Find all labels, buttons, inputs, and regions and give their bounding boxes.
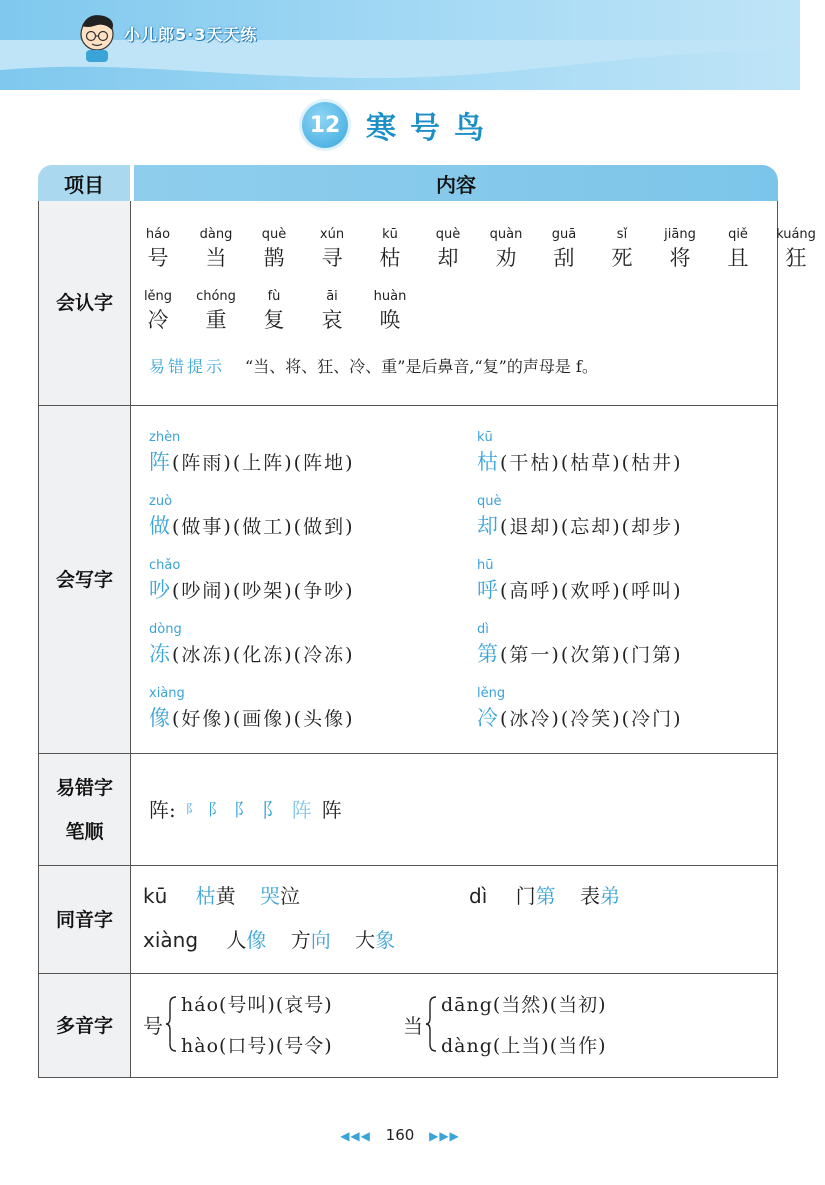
recognize-content [131,201,816,405]
hanzi: 刮 [553,246,575,270]
stroke-step-3: 阝 [233,799,252,821]
polyphone-hao-py-1: háo [181,994,220,1016]
write-pinyin: zuò [149,494,173,509]
hanzi: 枯 [379,246,401,270]
polyphone-dang-words-2: (上当)(当作) [492,1035,607,1057]
write-pinyin: què [477,494,502,509]
pinyin: dàng [199,227,233,242]
hanzi: 鹊 [263,246,285,270]
pinyin: āi [326,289,338,304]
homophone-xiang-word2-pre: 方 [290,928,311,952]
homophone-xiang-word1-pre: 人 [226,928,247,952]
write-key-char: 冷 [477,706,500,730]
recognize-cell [245,287,303,333]
brace-icon [425,996,437,1052]
write-key-char: 吵 [149,578,172,602]
write-key-char: 枯 [477,450,500,474]
header-item: 项目 [38,165,130,201]
row-recognize [38,201,816,406]
homophone-xiang-word2-key: 向 [310,928,331,952]
hanzi: 寻 [321,246,343,270]
write-item [477,492,777,556]
stroke-step-6: 阵 [321,798,342,822]
brace-icon [165,996,177,1052]
label-stroke [39,754,131,865]
write-item [149,556,449,620]
homophone-ku-word1-rest: 黄 [215,884,236,908]
recognize-cell [361,287,419,333]
homophone-ku-word2-rest: 泣 [279,884,300,908]
hanzi: 冷 [147,308,169,332]
stroke-step-4: 阝 [261,798,282,822]
polyphone-dang-char: 当 [403,1013,423,1038]
write-item [477,556,777,620]
tip-label: 易错提示 [149,357,226,376]
recognize-cell [767,225,825,271]
lesson-number-badge: 12 [302,102,348,148]
recognize-cell [709,225,767,271]
label-stroke-1: 易错字 [55,776,113,799]
write-words: (好像)(画像)(头像) [172,708,355,730]
hanzi: 唤 [379,308,401,332]
write-key-char: 第 [477,642,500,666]
header-content: 内容 [134,165,778,201]
stroke-char: 阵: [149,798,176,822]
write-line [149,640,449,669]
pinyin: qiě [728,227,748,242]
hanzi: 当 [205,246,227,270]
recognize-cell [535,225,593,271]
label-recognize: 会认字 [39,201,131,405]
pinyin: quàn [489,227,523,242]
polyphone-hao-lines [181,990,333,1058]
hanzi: 狂 [785,246,807,270]
homophone-di-word2-key: 弟 [599,884,620,908]
write-words: (阵雨)(上阵)(阵地) [172,452,355,474]
polyphone-hao-line-1 [181,990,333,1017]
write-content [131,406,777,753]
pinyin: sǐ [616,227,628,242]
stroke-order-line [149,794,342,823]
homophone-xiang-word1-key: 像 [246,928,267,952]
homophone-di-word1-key: 第 [535,884,556,908]
polyphone-dang-lines [441,990,607,1058]
write-words: (冰冷)(冷笑)(冷门) [500,708,683,730]
prev-arrows-icon: ◀◀◀ [340,1129,371,1143]
stroke-step-1: 阝 [185,802,198,816]
hanzi: 死 [611,246,633,270]
page-footer [0,1126,800,1144]
write-line [477,704,777,733]
hanzi: 却 [437,246,459,270]
write-line [477,576,777,605]
write-pinyin: lěng [477,686,506,701]
label-polyphone: 多音字 [39,974,131,1077]
write-pinyin: kū [477,430,493,445]
write-line [477,512,777,541]
hanzi: 哀 [321,308,343,332]
pinyin: háo [145,227,171,242]
polyphone-dang-py-2: dàng [441,1035,493,1057]
write-words: (干枯)(枯草)(枯井) [500,452,683,474]
stroke-content [131,754,777,865]
write-key-char: 阵 [149,450,172,474]
row-stroke [38,754,778,866]
table-header [38,165,778,201]
recognize-cell [651,225,709,271]
next-arrows-icon: ▶▶▶ [429,1129,460,1143]
write-item [149,492,449,556]
write-pinyin: dòng [149,622,182,637]
polyphone-dang-words-1: (当然)(当初) [492,994,607,1016]
pinyin: guā [551,227,577,242]
write-line [149,704,449,733]
homophone-ku [143,880,318,909]
homophone-di-pinyin: dì [469,884,488,908]
homophone-xiang-pinyin: xiàng [143,928,199,952]
write-pinyin: hū [477,558,494,573]
pinyin: fù [267,289,281,304]
write-line [149,448,449,477]
hanzi: 号 [147,246,169,270]
write-item [477,428,777,492]
write-pinyin: xiàng [149,686,185,701]
row-polyphone [38,974,778,1078]
pinyin: kū [382,227,398,242]
write-key-char: 做 [149,514,172,538]
recognize-cell [477,225,535,271]
recognize-cell [129,287,187,333]
pinyin: lěng [143,289,173,304]
homophone-di-word1-pre: 门 [515,884,536,908]
recognize-cell [187,225,245,271]
polyphone-hao-words-2: (口号)(号令) [219,1035,333,1057]
pinyin: què [435,227,461,242]
lesson-title: 寒号鸟 [366,111,498,146]
recognize-cell [187,287,245,333]
write-words: (吵闹)(吵架)(争吵) [172,580,355,602]
polyphone-hao-line-2 [181,1031,333,1058]
write-words: (高呼)(欢呼)(呼叫) [500,580,683,602]
write-key-char: 却 [477,514,500,538]
homophone-ku-word1-key: 枯 [195,884,216,908]
mascot-icon [74,12,120,62]
write-key-char: 像 [149,706,172,730]
polyphone-dang-line-2 [441,1031,607,1058]
pinyin: huàn [373,289,407,304]
write-line [149,576,449,605]
pinyin: què [261,227,287,242]
recognize-cell [245,225,303,271]
pinyin: jiāng [664,227,696,242]
lesson-heading [0,100,800,150]
write-pinyin: zhèn [149,430,181,445]
label-homophone: 同音字 [39,866,131,973]
write-words: (做事)(做工)(做到) [172,516,355,538]
write-item [149,428,449,492]
hanzi: 重 [205,308,227,332]
homophone-xiang-word3-key: 象 [375,928,396,952]
homophone-di [469,880,638,909]
row-write [38,406,778,754]
write-item [149,684,449,748]
recognize-cell [303,225,361,271]
polyphone-hao-char: 号 [143,1013,163,1038]
pinyin: xún [319,227,345,242]
hanzi: 劝 [495,246,517,270]
stroke-step-5: 阵 [291,798,312,822]
write-left-column [149,428,449,748]
write-line [477,448,777,477]
write-right-column [477,428,777,748]
write-item [477,684,777,748]
polyphone-dang-py-1: dāng [441,994,493,1016]
recognize-cell [303,287,361,333]
pinyin: chóng [196,289,236,304]
hanzi: 且 [727,246,749,270]
brand-title: 小儿郎5·3天天练 [124,25,258,44]
label-stroke-2: 笔顺 [65,820,104,843]
polyphone-hao [143,990,333,1058]
label-write: 会写字 [39,406,131,753]
homophone-xiang-word3-pre: 大 [355,928,376,952]
recognize-cell [593,225,651,271]
polyphone-hao-py-2: hào [181,1035,220,1057]
polyphone-content [131,974,777,1077]
recognize-cell [419,225,477,271]
write-pinyin: dì [477,622,489,637]
write-pinyin: chǎo [149,558,181,573]
homophone-ku-word2-key: 哭 [259,884,280,908]
polyphone-dang-line-1 [441,990,607,1017]
write-key-char: 呼 [477,578,500,602]
tip-text: “当、将、狂、冷、重”是后鼻音,“复”的声母是 f。 [245,357,598,376]
row-homophone [38,866,778,974]
polyphone-dang [403,990,607,1058]
homophone-di-word2-pre: 表 [579,884,600,908]
content-table [38,165,816,1078]
write-key-char: 冻 [149,642,172,666]
stroke-step-2: 阝 [207,800,224,819]
hanzi: 复 [263,308,285,332]
write-item [149,620,449,684]
recognize-cell [129,225,187,271]
page-number: 160 [385,1126,415,1144]
tip [149,354,598,377]
recognize-row-2 [129,287,419,333]
write-words: (冰冻)(化冻)(冷冻) [172,644,355,666]
write-item [477,620,777,684]
homophone-content [131,866,777,973]
homophone-xiang [143,924,413,953]
write-words: (第一)(次第)(门第) [500,644,683,666]
recognize-cell [361,225,419,271]
homophone-ku-pinyin: kū [143,884,168,908]
pinyin: kuáng [776,227,816,242]
recognize-row-1 [129,225,825,271]
hanzi: 将 [669,246,691,270]
write-line [477,640,777,669]
polyphone-hao-words-1: (号叫)(哀号) [219,994,333,1016]
write-words: (退却)(忘却)(却步) [500,516,683,538]
write-line [149,512,449,541]
